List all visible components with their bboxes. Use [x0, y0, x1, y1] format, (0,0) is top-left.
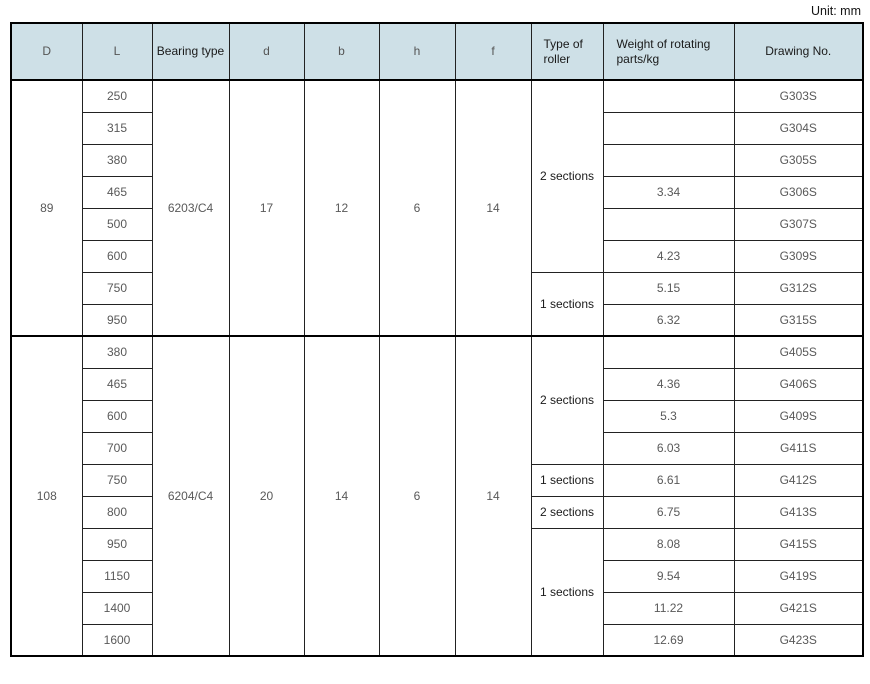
cell-roller-type: 1 sections: [531, 528, 603, 656]
cell-drawing-no: G305S: [734, 144, 863, 176]
cell-drawing-no: G405S: [734, 336, 863, 368]
cell-L: 600: [82, 240, 152, 272]
cell-weight: 12.69: [603, 624, 734, 656]
cell-L: 600: [82, 400, 152, 432]
cell-D: 89: [11, 80, 82, 336]
cell-drawing-no: G411S: [734, 432, 863, 464]
cell-D: 108: [11, 336, 82, 656]
col-header-b: b: [304, 23, 379, 80]
cell-L: 1150: [82, 560, 152, 592]
cell-L: 315: [82, 112, 152, 144]
col-header-h: h: [379, 23, 455, 80]
cell-weight: [603, 144, 734, 176]
col-header-D: D: [11, 23, 82, 80]
cell-weight: 4.36: [603, 368, 734, 400]
col-header-roller-type: Type of roller: [531, 23, 603, 80]
cell-weight: [603, 80, 734, 112]
col-header-drawing-no: Drawing No.: [734, 23, 863, 80]
cell-L: 500: [82, 208, 152, 240]
cell-drawing-no: G304S: [734, 112, 863, 144]
cell-drawing-no: G413S: [734, 496, 863, 528]
cell-drawing-no: G409S: [734, 400, 863, 432]
cell-weight: 6.61: [603, 464, 734, 496]
unit-label: Unit: mm: [811, 4, 861, 18]
cell-f: 14: [455, 80, 531, 336]
cell-drawing-no: G412S: [734, 464, 863, 496]
cell-b: 12: [304, 80, 379, 336]
cell-L: 800: [82, 496, 152, 528]
cell-roller-type: 2 sections: [531, 336, 603, 464]
cell-roller-type: 2 sections: [531, 496, 603, 528]
cell-drawing-no: G309S: [734, 240, 863, 272]
cell-bearing-type: 6204/C4: [152, 336, 229, 656]
table-row: [11, 80, 863, 112]
cell-drawing-no: G415S: [734, 528, 863, 560]
cell-weight: 3.34: [603, 176, 734, 208]
cell-L: 1600: [82, 624, 152, 656]
cell-weight: 6.32: [603, 304, 734, 336]
cell-L: 750: [82, 464, 152, 496]
cell-L: 950: [82, 528, 152, 560]
cell-drawing-no: G303S: [734, 80, 863, 112]
cell-L: 700: [82, 432, 152, 464]
cell-weight: 11.22: [603, 592, 734, 624]
col-header-L: L: [82, 23, 152, 80]
cell-d: 17: [229, 80, 304, 336]
cell-weight: [603, 112, 734, 144]
header-row: [11, 23, 863, 80]
cell-L: 950: [82, 304, 152, 336]
cell-L: 1400: [82, 592, 152, 624]
table-header: [11, 23, 863, 80]
cell-weight: 6.75: [603, 496, 734, 528]
cell-bearing-type: 6203/C4: [152, 80, 229, 336]
cell-f: 14: [455, 336, 531, 656]
cell-roller-type: 2 sections: [531, 80, 603, 272]
cell-drawing-no: G307S: [734, 208, 863, 240]
cell-drawing-no: G306S: [734, 176, 863, 208]
table-row: [11, 336, 863, 368]
col-header-bearing-type: Bearing type: [152, 23, 229, 80]
cell-weight: [603, 208, 734, 240]
cell-drawing-no: G315S: [734, 304, 863, 336]
cell-weight: 6.03: [603, 432, 734, 464]
cell-L: 465: [82, 176, 152, 208]
cell-drawing-no: G419S: [734, 560, 863, 592]
cell-drawing-no: G423S: [734, 624, 863, 656]
col-header-weight: Weight of rotating parts/kg: [603, 23, 734, 80]
cell-weight: [603, 336, 734, 368]
cell-weight: 8.08: [603, 528, 734, 560]
cell-L: 465: [82, 368, 152, 400]
cell-weight: 4.23: [603, 240, 734, 272]
cell-drawing-no: G312S: [734, 272, 863, 304]
cell-weight: 9.54: [603, 560, 734, 592]
cell-drawing-no: G406S: [734, 368, 863, 400]
cell-h: 6: [379, 336, 455, 656]
cell-roller-type: 1 sections: [531, 464, 603, 496]
cell-weight: 5.15: [603, 272, 734, 304]
cell-h: 6: [379, 80, 455, 336]
cell-b: 14: [304, 336, 379, 656]
cell-L: 750: [82, 272, 152, 304]
col-header-d: d: [229, 23, 304, 80]
cell-drawing-no: G421S: [734, 592, 863, 624]
cell-roller-type: 1 sections: [531, 272, 603, 336]
cell-weight: 5.3: [603, 400, 734, 432]
cell-L: 380: [82, 144, 152, 176]
col-header-f: f: [455, 23, 531, 80]
cell-L: 380: [82, 336, 152, 368]
spec-table: [10, 22, 864, 657]
cell-L: 250: [82, 80, 152, 112]
cell-d: 20: [229, 336, 304, 656]
